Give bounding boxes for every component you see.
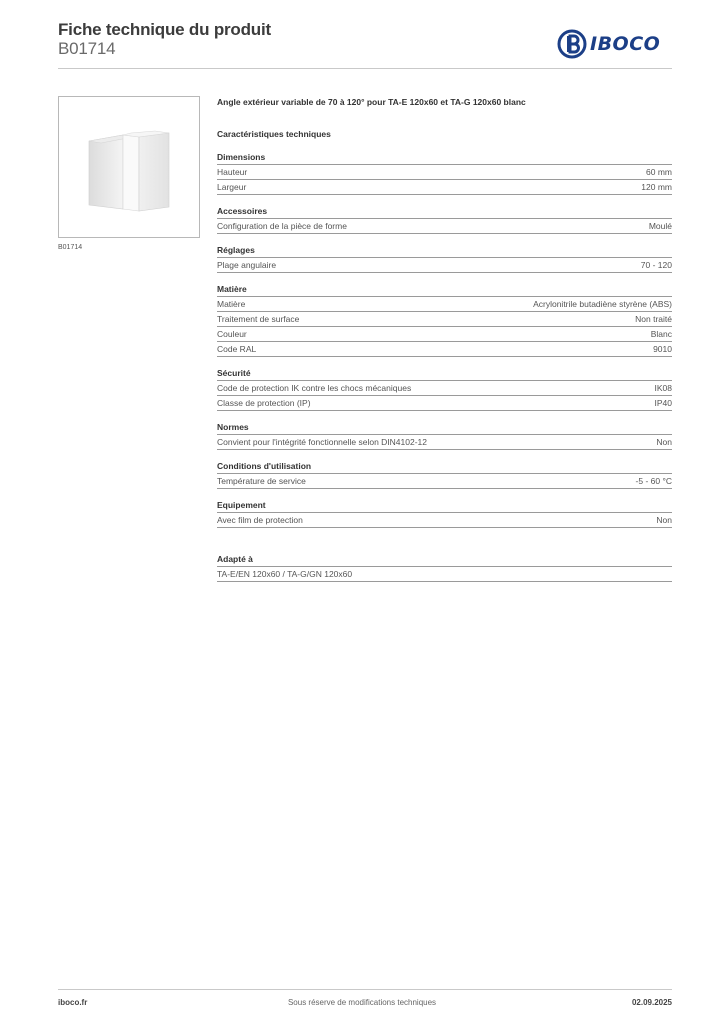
spec-row [217, 474, 672, 489]
image-caption: B01714 [58, 244, 83, 251]
footer-divider [58, 989, 672, 990]
spec-value: 60 mm [646, 167, 672, 177]
spec-label: Plage angulaire [217, 260, 277, 270]
spec-group-adapte [217, 553, 672, 582]
spec-value: Non [656, 437, 672, 447]
spec-label: Code RAL [217, 344, 257, 354]
product-code: B01714 [58, 39, 116, 58]
spec-group-equipement [217, 499, 672, 528]
footer-date: 02.09.2025 [631, 998, 672, 1007]
spec-row [217, 297, 672, 312]
spec-value: Non [656, 515, 672, 525]
spec-row [217, 327, 672, 342]
spec-row [217, 342, 672, 357]
spec-label: Traitement de surface [217, 314, 300, 324]
spec-label: Classe de protection (IP) [217, 398, 311, 408]
group-title: Normes [217, 421, 672, 435]
spec-row [217, 435, 672, 450]
spec-value: Acrylonitrile butadiène styrène (ABS) [533, 299, 672, 309]
spec-value: -5 - 60 °C [635, 476, 672, 486]
spec-group-securite [217, 367, 672, 411]
spec-group-conditions [217, 460, 672, 489]
spec-label: Matière [217, 299, 246, 309]
spec-value: 120 mm [641, 182, 672, 192]
header-divider [58, 68, 672, 69]
spec-label: Avec film de protection [217, 515, 303, 525]
page-title: Fiche technique du produit [58, 20, 271, 39]
group-title: Matière [217, 283, 672, 297]
spec-group-normes [217, 421, 672, 450]
spec-group-accessoires [217, 205, 672, 234]
product-image [58, 96, 200, 238]
spec-label: Convient pour l'intégrité fonctionnelle selon DIN4102-12 [217, 437, 428, 447]
spec-label: TA-E/EN 120x60 / TA-G/GN 120x60 [217, 569, 353, 579]
group-title: Dimensions [217, 151, 672, 165]
spec-value: Blanc [650, 329, 672, 339]
spec-label: Largeur [217, 182, 247, 192]
spec-label: Code de protection IK contre les chocs mécaniques [217, 383, 412, 393]
spec-row [217, 312, 672, 327]
specs-heading: Caractéristiques techniques [217, 129, 331, 139]
spec-value: Non traité [635, 314, 672, 324]
group-title: Sécurité [217, 367, 672, 381]
logo-b-emblem-icon [557, 29, 587, 59]
spec-group-reglages [217, 244, 672, 273]
spec-label: Couleur [217, 329, 247, 339]
group-title: Réglages [217, 244, 672, 258]
spec-row [217, 396, 672, 411]
spec-row [217, 180, 672, 195]
spec-value: IP40 [654, 398, 672, 408]
iboco-logo [557, 28, 660, 60]
spec-row [217, 513, 672, 528]
spec-content [217, 97, 672, 582]
footer-disclaimer: Sous réserve de modifications techniques [287, 998, 437, 1007]
spec-label: Température de service [217, 476, 306, 486]
footer-website: iboco.fr [58, 998, 88, 1007]
spec-value: 70 - 120 [640, 260, 672, 270]
spec-row [217, 219, 672, 234]
spec-label: Hauteur [217, 167, 248, 177]
group-title: Adapté à [217, 553, 672, 567]
spec-row [217, 165, 672, 180]
spec-label: Configuration de la pièce de forme [217, 221, 347, 231]
spec-row [217, 258, 672, 273]
spec-value: IK08 [654, 383, 672, 393]
logo-text: IBOCO [590, 33, 661, 55]
corner-piece-illustration [59, 97, 199, 237]
spec-row [217, 381, 672, 396]
group-title: Equipement [217, 499, 672, 513]
group-title: Conditions d'utilisation [217, 460, 672, 474]
spec-row [217, 567, 672, 582]
spec-value: Moulé [648, 221, 672, 231]
spec-group-matiere [217, 283, 672, 357]
spec-group-dimensions [217, 151, 672, 195]
spec-value: 9010 [653, 344, 672, 354]
product-title: Angle extérieur variable de 70 à 120° pour TA-E 120x60 et TA-G 120x60 blanc [217, 97, 526, 107]
group-title: Accessoires [217, 205, 672, 219]
